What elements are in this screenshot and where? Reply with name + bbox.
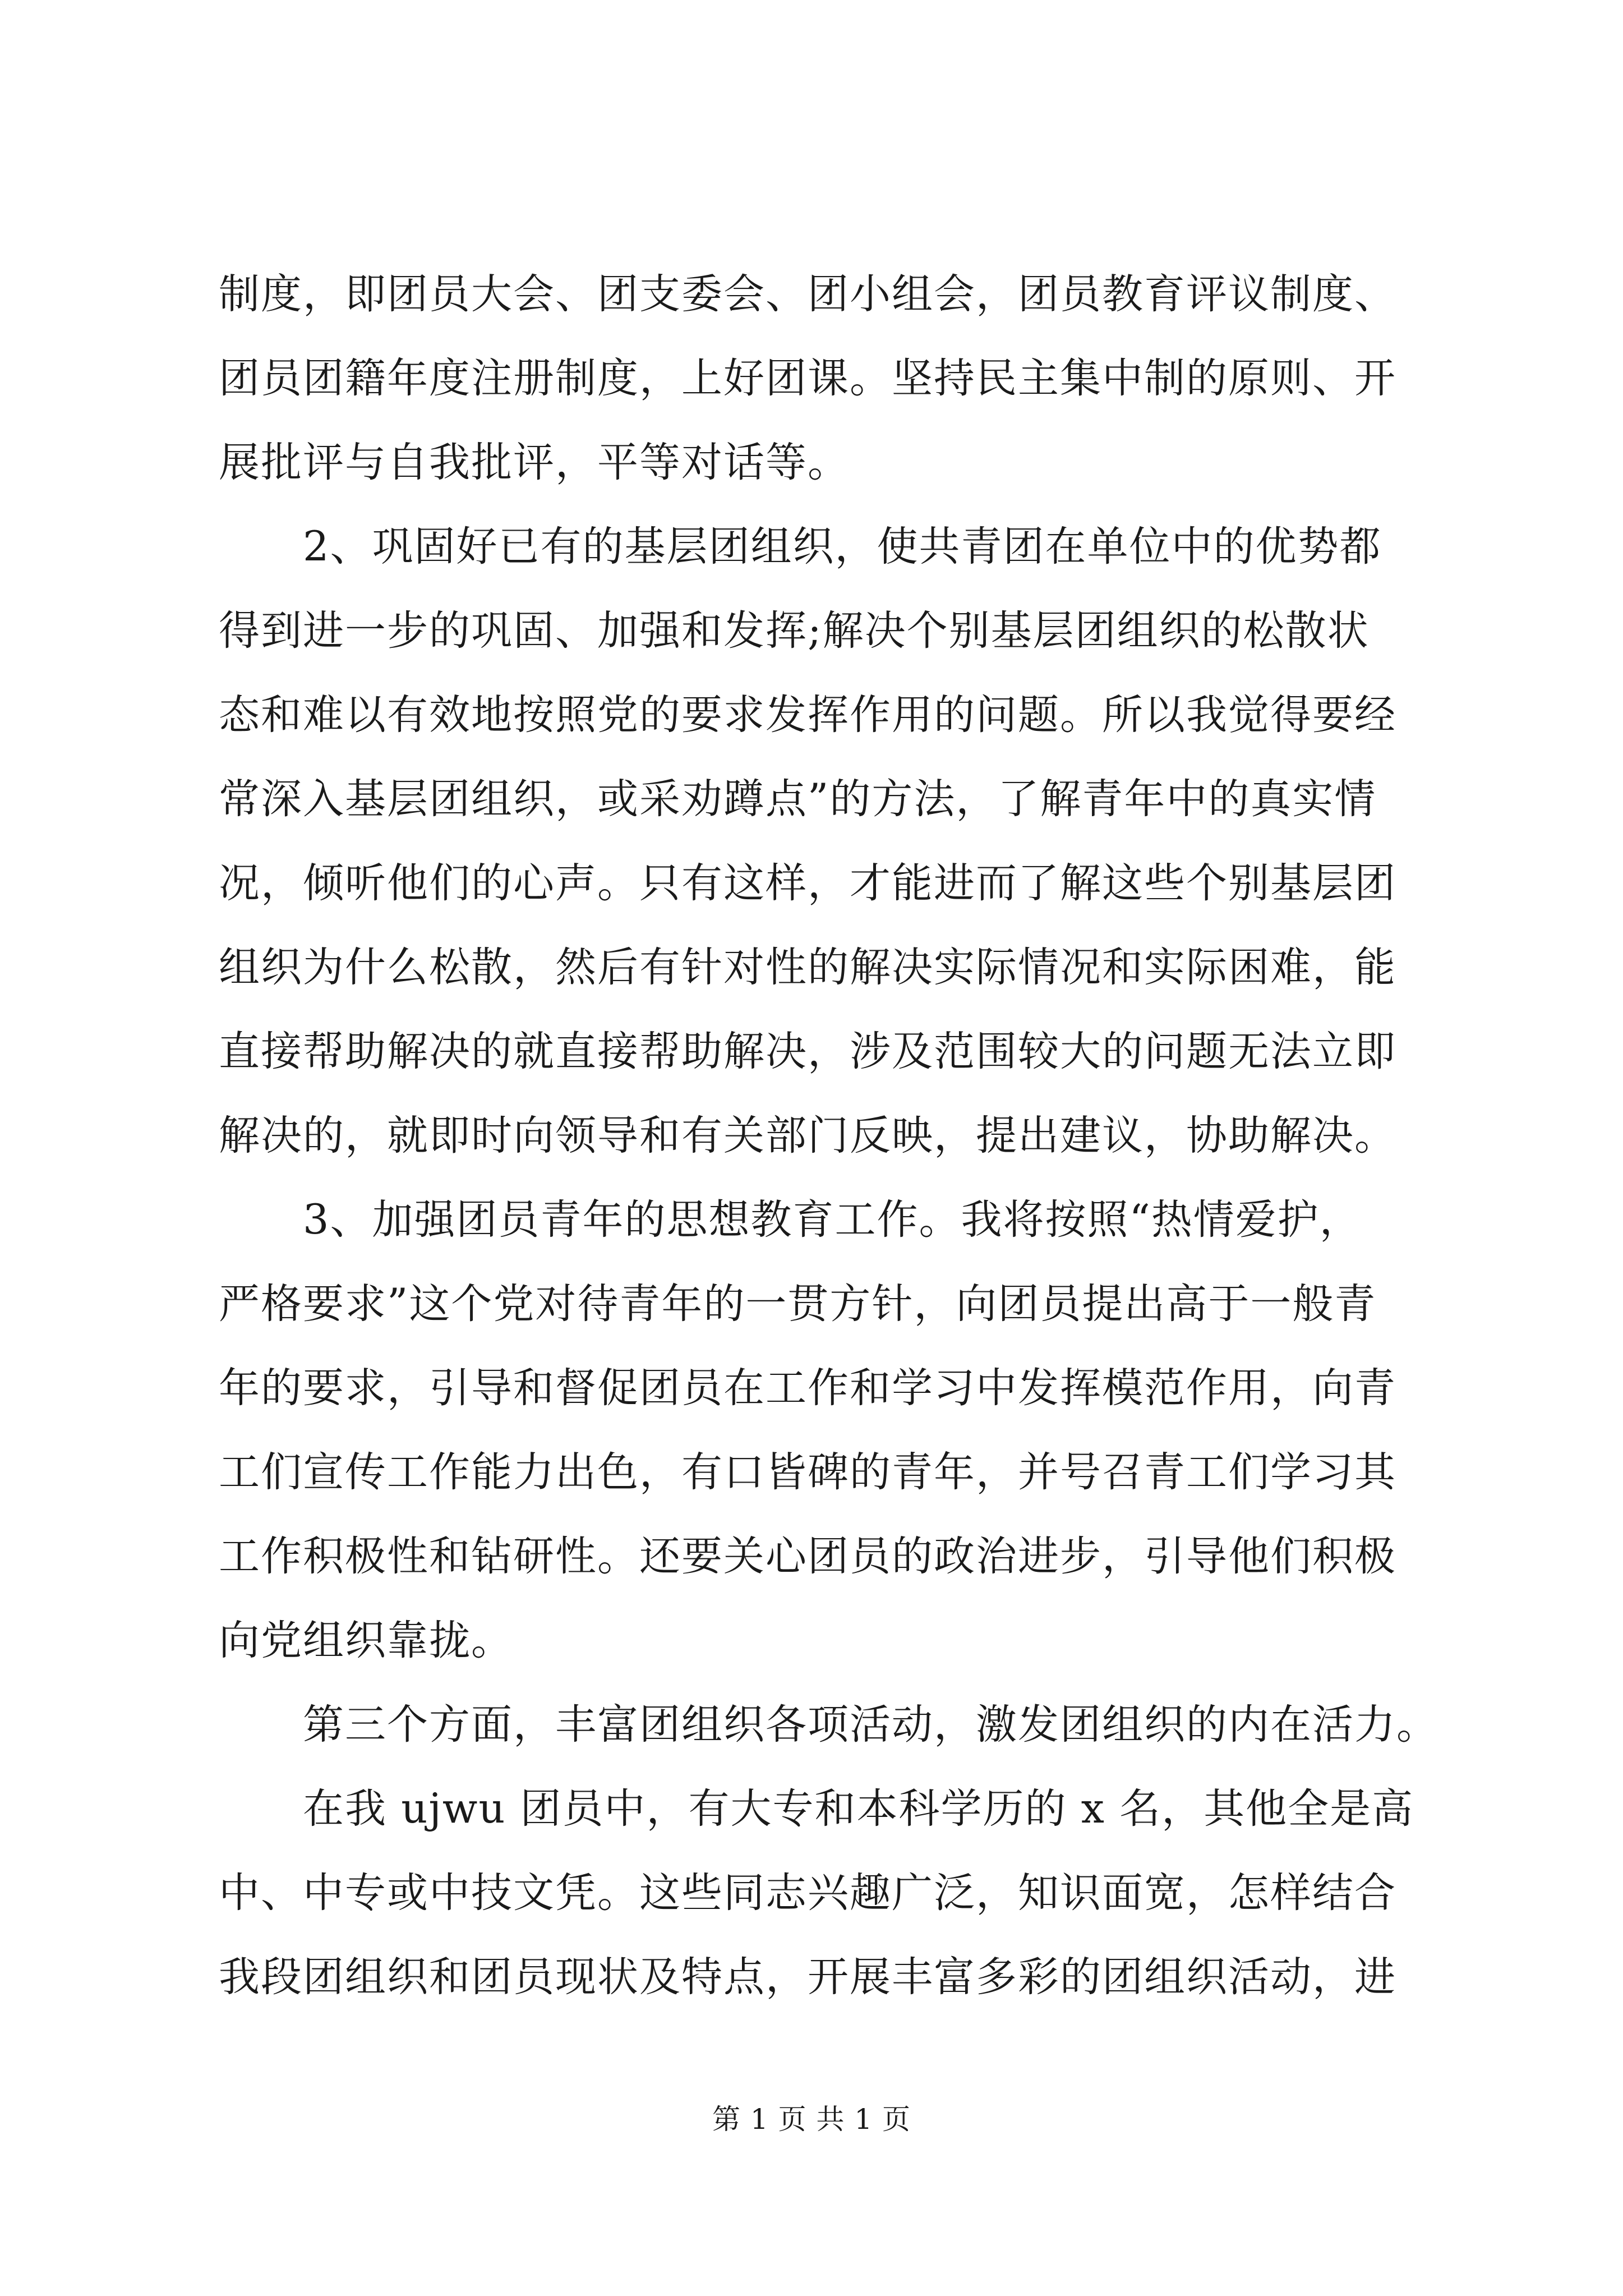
page-footer: 第 1 页 共 1 页 — [712, 2103, 911, 2136]
text-line: 直接帮助解决的就直接帮助解决，涉及范围较大的问题无法立即 — [219, 1028, 1396, 1075]
text-line: 工们宣传工作能力出色，有口皆碑的青年，并号召青工们学习其 — [219, 1448, 1396, 1496]
document-body — [219, 252, 1438, 2019]
text-line: 在我 ujwu 团员中，有大专和本科学历的 x 名，其他全是高 — [303, 1785, 1414, 1833]
text-line: 常深入基层团组织，或采劝蹲点”的方法，了解青年中的真实情 — [219, 775, 1377, 823]
text-line: 展批评与自我批评，平等对话等。 — [219, 439, 850, 486]
text-line: 3、加强团员青年的思想教育工作。我将按照“热情爱护， — [303, 1196, 1362, 1244]
text-line: 态和难以有效地按照党的要求发挥作用的问题。所以我觉得要经 — [219, 691, 1396, 739]
text-line: 制度，即团员大会、团支委会、团小组会，团员教育评议制度、 — [219, 270, 1396, 318]
text-line: 组织为什么松散，然后有针对性的解决实际情况和实际困难，能 — [219, 944, 1396, 991]
text-line: 工作积极性和钻研性。还要关心团员的政治进步，引导他们积极 — [219, 1533, 1396, 1580]
text-line: 2、巩固好已有的基层团组织，使共青团在单位中的优势都 — [303, 523, 1382, 570]
text-line: 年的要求，引导和督促团员在工作和学习中发挥模范作用，向青 — [219, 1364, 1396, 1412]
text-line: 我段团组织和团员现状及特点，开展丰富多彩的团组织活动，进 — [219, 1953, 1396, 2001]
text-line: 团员团籍年度注册制度，上好团课。坚持民主集中制的原则、开 — [219, 355, 1396, 402]
text-line: 况，倾听他们的心声。只有这样，才能进而了解这些个别基层团 — [219, 859, 1396, 907]
text-line: 得到进一步的巩固、加强和发挥;解决个别基层团组织的松散状 — [219, 607, 1370, 655]
text-line: 第三个方面，丰富团组织各项活动，激发团组织的内在活力。 — [303, 1701, 1438, 1749]
text-line: 解决的，就即时向领导和有关部门反映，提出建议，协助解决。 — [219, 1112, 1396, 1159]
text-line: 向党组织靠拢。 — [219, 1617, 513, 1664]
text-line: 严格要求”这个党对待青年的一贯方针，向团员提出高于一般青 — [219, 1280, 1377, 1328]
text-line: 中、中专或中技文凭。这些同志兴趣广泛，知识面宽，怎样结合 — [219, 1869, 1396, 1917]
